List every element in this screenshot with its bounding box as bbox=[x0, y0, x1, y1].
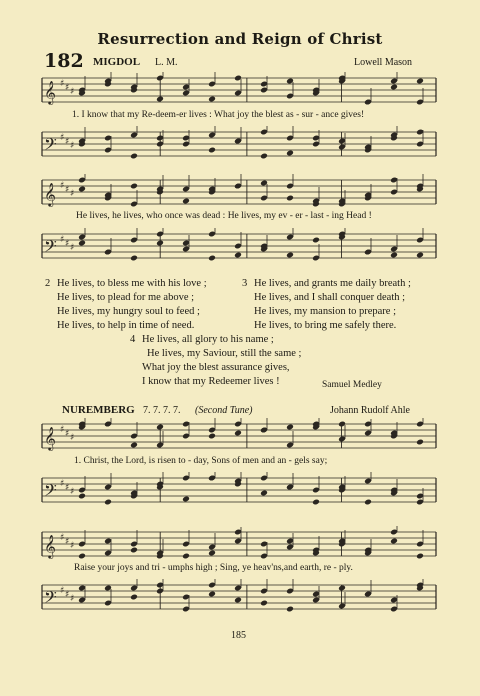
stanza-4 bbox=[130, 333, 302, 389]
staff-bass-1 bbox=[0, 126, 480, 162]
svg-text:♯: ♯ bbox=[65, 239, 70, 249]
svg-text:♯: ♯ bbox=[60, 479, 65, 489]
svg-text:𝄞: 𝄞 bbox=[44, 534, 56, 558]
stanza-number: 2 bbox=[45, 278, 51, 289]
tune-name-second: NUREMBERG bbox=[62, 404, 135, 416]
lyric-line-2: He lives, he lives, who once was dead : He lives, my ev - er - last - ing Head ! bbox=[76, 211, 372, 221]
lyric-line-1: 1. I know that my Re-deem-er lives : What joy the blest as - sur - ance gives! bbox=[72, 110, 365, 120]
stanza-line: He lives, and grants me daily breath ; bbox=[254, 278, 411, 289]
svg-text:𝄞: 𝄞 bbox=[44, 182, 56, 206]
svg-text:♯: ♯ bbox=[65, 429, 70, 439]
svg-text:♯: ♯ bbox=[60, 533, 65, 543]
svg-text:♯: ♯ bbox=[60, 235, 65, 245]
svg-text:𝄢: 𝄢 bbox=[44, 236, 57, 260]
svg-text:♯: ♯ bbox=[70, 141, 75, 151]
stanza-line: He lives, to bring me safely there. bbox=[254, 320, 397, 331]
svg-text:♯: ♯ bbox=[60, 586, 65, 596]
stanza-line: He lives, my mansion to prepare ; bbox=[254, 306, 397, 317]
stanza-line: He lives, my hungry soul to feed ; bbox=[57, 306, 200, 317]
page-number: 185 bbox=[231, 630, 246, 641]
svg-text:♯: ♯ bbox=[70, 541, 75, 551]
section-header: Resurrection and Reign of Christ bbox=[97, 30, 383, 48]
svg-text:♯: ♯ bbox=[70, 433, 75, 443]
svg-text:♯: ♯ bbox=[65, 483, 70, 493]
svg-text:♯: ♯ bbox=[60, 181, 65, 191]
svg-text:♯: ♯ bbox=[70, 243, 75, 253]
stanza-number: 3 bbox=[242, 278, 248, 289]
staff-treble-1 bbox=[0, 72, 480, 108]
svg-text:𝄞: 𝄞 bbox=[44, 80, 56, 104]
stanza-line: He lives, to plead for me above ; bbox=[57, 292, 195, 303]
svg-text:𝄞: 𝄞 bbox=[44, 426, 56, 450]
svg-text:♯: ♯ bbox=[65, 537, 70, 547]
composer-second: Johann Rudolf Ahle bbox=[330, 405, 410, 416]
svg-text:♯: ♯ bbox=[70, 487, 75, 497]
svg-text:♯: ♯ bbox=[65, 185, 70, 195]
hymn-number: 182 bbox=[44, 50, 84, 72]
stanza-3 bbox=[242, 277, 411, 333]
svg-text:♯: ♯ bbox=[60, 425, 65, 435]
staff-treble-4 bbox=[0, 526, 480, 562]
svg-text:♯: ♯ bbox=[60, 79, 65, 89]
staff-bass-3 bbox=[0, 472, 480, 508]
staff-bass-2 bbox=[0, 228, 480, 264]
svg-text:♯: ♯ bbox=[60, 133, 65, 143]
composer: Lowell Mason bbox=[354, 57, 413, 68]
meter-second: 7. 7. 7. 7. bbox=[143, 405, 181, 416]
svg-text:♯: ♯ bbox=[65, 137, 70, 147]
stanza-line: I know that my Redeemer lives ! bbox=[142, 376, 280, 387]
meter: L. M. bbox=[155, 57, 178, 68]
stanza-number: 4 bbox=[130, 334, 136, 345]
stanza-line: He lives, and I shall conquer death ; bbox=[254, 292, 406, 303]
svg-text:♯: ♯ bbox=[70, 594, 75, 604]
svg-text:𝄢: 𝄢 bbox=[44, 587, 57, 611]
svg-text:♯: ♯ bbox=[70, 189, 75, 199]
svg-text:♯: ♯ bbox=[70, 87, 75, 97]
stanza-line: He lives, my Saviour, still the same ; bbox=[147, 348, 302, 359]
second-tune-note: (Second Tune) bbox=[195, 405, 253, 416]
svg-text:𝄢: 𝄢 bbox=[44, 134, 57, 158]
stanza-line: He lives, to bless me with his love ; bbox=[57, 278, 207, 289]
svg-text:♯: ♯ bbox=[65, 83, 70, 93]
svg-text:𝄢: 𝄢 bbox=[44, 480, 57, 504]
lyric-line-3: 1. Christ, the Lord, is risen to - day, Sons of men and an - gels say; bbox=[74, 456, 328, 466]
lyric-line-4: Raise your joys and tri - umphs high ; Sing, ye heav'ns,and earth, re - ply. bbox=[74, 563, 353, 573]
staff-bass-4 bbox=[0, 579, 480, 615]
tune-name: MIGDOL bbox=[93, 56, 141, 68]
hymn-author: Samuel Medley bbox=[322, 380, 382, 390]
svg-text:♯: ♯ bbox=[65, 590, 70, 600]
stanza-line: He lives, to help in time of need. bbox=[57, 320, 195, 331]
stanza-line: He lives, all glory to his name ; bbox=[142, 334, 274, 345]
staff-treble-3 bbox=[0, 418, 480, 454]
stanza-line: What joy the blest assurance gives, bbox=[142, 362, 290, 373]
staff-treble-2 bbox=[0, 174, 480, 210]
stanza-2 bbox=[45, 277, 207, 333]
